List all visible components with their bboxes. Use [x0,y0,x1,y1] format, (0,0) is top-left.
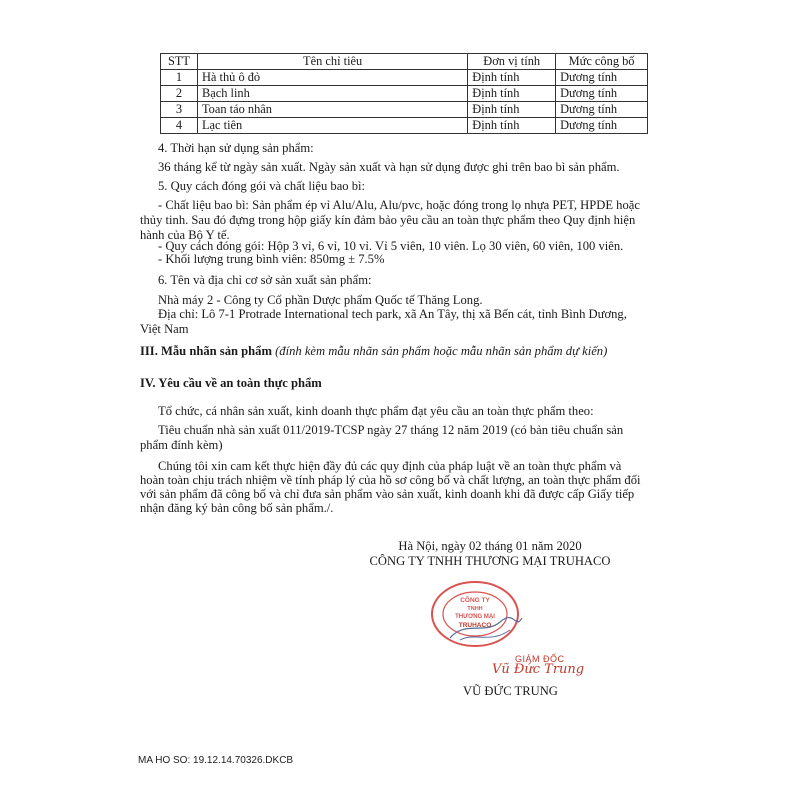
cell-unit: Định tính [468,86,556,102]
cell-stt: 2 [161,86,198,102]
cell-unit: Định tính [468,70,556,86]
cell-name: Hà thủ ô đỏ [197,70,467,86]
packing-spec: - Quy cách đóng gói: Hộp 3 vỉ, 6 vỉ, 10 vỉ. Vỉ 5 viên, 10 viên. Lọ 30 viên, 60 viên, 100 viên. [158,239,624,253]
cell-unit: Định tính [468,102,556,118]
header-unit: Đơn vị tính [468,54,556,70]
cell-name: Bạch linh [197,86,467,102]
svg-text:TRUHACO: TRUHACO [458,622,492,629]
manufacturer-heading: 6. Tên và địa chỉ cơ sở sản xuất sản phẩm: [158,273,372,287]
cell-stt: 1 [161,70,198,86]
company-name: CÔNG TY TNHH THƯƠNG MẠI TRUHACO [369,554,611,568]
place-date: Hà Nội, ngày 02 tháng 01 năm 2020 [398,539,582,553]
signer-title: GIÁM ĐỐC [515,654,565,664]
cell-name: Lạc tiên [197,118,467,134]
packaging-heading: 5. Quy cách đóng gói và chất liệu bao bì: [158,179,366,193]
table-row [161,70,648,86]
label-section-note: (đính kèm mẫu nhãn sản phẩm hoặc mẫu nhãn sản phẩm dự kiến) [275,344,608,358]
table-row [161,118,648,134]
table-row [161,86,648,102]
dossier-code: MA HO SO: 19.12.14.70326.DKCB [138,755,294,766]
packaging-material: - Chất liệu bao bì: Sản phẩm ép vỉ Alu/Alu, Alu/pvc, hoặc đóng trong lọ nhựa PET, HPDE hoặc thủy tinh. Sau đó đựng trong hộp giấy kín đảm bảo yêu cầu an toàn thực phẩm theo Quy định hiện hành của Bộ Y tế. [140,198,640,242]
label-section [140,344,607,359]
header-name: Tên chỉ tiêu [197,54,467,70]
handwritten-name: Vũ Đức Trung [492,662,585,677]
average-weight: - Khối lượng trung bình viên: 850mg ± 7.5% [158,252,385,266]
header-stt: STT [161,54,198,70]
cell-stt: 4 [161,118,198,134]
cell-unit: Định tính [468,118,556,134]
safety-paragraph-2: Tiêu chuẩn nhà sản xuất 011/2019-TCSP ngày 27 tháng 12 năm 2019 (có bản tiêu chuẩn sản phẩm đính kèm) [140,423,624,452]
ingredient-table [160,53,648,134]
company-stamp [430,580,525,652]
shelf-life-text: 36 tháng kể từ ngày sản xuất. Ngày sản xuất và hạn sử dụng được ghi trên bao bì sản phẩm. [158,160,620,174]
cell-level: Dương tính [556,70,648,86]
safety-section-heading: IV. Yêu cầu về an toàn thực phẩm [140,376,322,390]
cell-level: Dương tính [556,118,648,134]
svg-text:CÔNG TY: CÔNG TY [460,597,490,604]
cell-level: Dương tính [556,86,648,102]
cell-level: Dương tính [556,102,648,118]
commitment-paragraph: Chúng tôi xin cam kết thực hiện đầy đủ các quy định của pháp luật về an toàn thực phẩm và hoàn toàn chịu trách nhiệm về tính pháp lý của hồ sơ công bố và chất lượng, an toàn thực phẩm đối với sản phẩm đã công bố và chỉ đưa sản phẩm vào sản xuất, kinh doanh khi đã được cấp Giấy tiếp nhận đăng ký bản công bố sản phẩm./. [140,459,641,515]
svg-text:THƯƠNG MẠI: THƯƠNG MẠI [455,614,495,620]
stamp-icon [430,580,525,652]
header-level: Mức công bố [556,54,648,70]
safety-paragraph-1: Tổ chức, cá nhân sản xuất, kinh doanh thực phẩm đạt yêu cầu an toàn thực phẩm theo: [158,404,594,418]
shelf-life-heading: 4. Thời hạn sử dụng sản phẩm: [158,141,314,155]
svg-text:TNHH: TNHH [467,606,483,612]
table-header-row [161,54,648,70]
manufacturer-name: Nhà máy 2 - Công ty Cổ phần Dược phẩm Quốc tế Thăng Long. [158,293,483,307]
cell-name: Toan táo nhân [197,102,467,118]
signer-name: VŨ ĐỨC TRUNG [463,684,558,698]
table-row [161,102,648,118]
manufacturer-address: Địa chỉ: Lô 7-1 Protrade International tech park, xã An Tây, thị xã Bến cát, tỉnh Bình Dương, Việt Nam [140,307,627,336]
cell-stt: 3 [161,102,198,118]
label-section-heading: III. Mẫu nhãn sản phẩm [140,344,272,358]
